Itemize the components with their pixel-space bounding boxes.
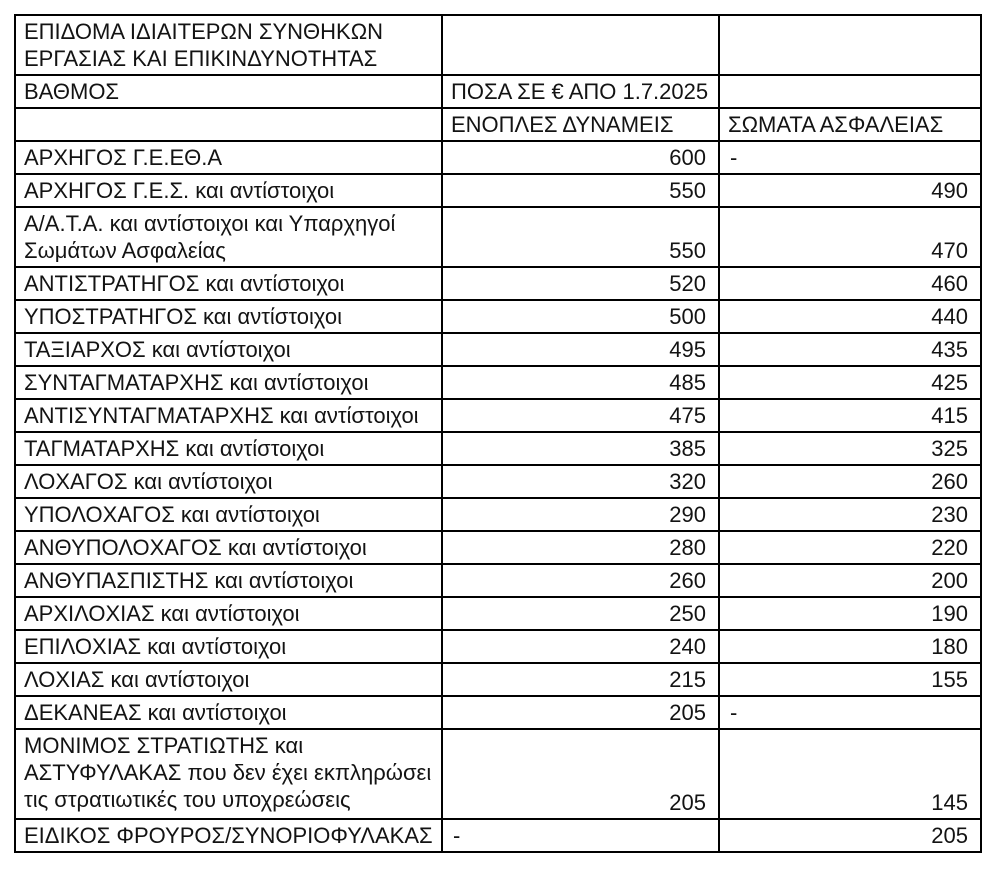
table-row (15, 333, 981, 366)
table-row (15, 696, 981, 729)
rank-cell: ΑΡΧΙΛΟΧΙΑΣ και αντίστοιχοι (15, 597, 442, 630)
armed-forces-value: 240 (442, 630, 719, 663)
security-corps-value: 325 (719, 432, 981, 465)
table-row (15, 819, 981, 852)
security-corps-value: 145 (719, 729, 981, 819)
security-corps-value: 230 (719, 498, 981, 531)
armed-forces-value: 205 (442, 729, 719, 819)
armed-forces-value: 205 (442, 696, 719, 729)
security-corps-value: 155 (719, 663, 981, 696)
rank-column-header: ΒΑΘΜΟΣ (15, 75, 442, 108)
allowance-table (14, 14, 982, 853)
rank-cell: ΑΝΘΥΠΟΛΟΧΑΓΟΣ και αντίστοιχοι (15, 531, 442, 564)
armed-forces-value: 280 (442, 531, 719, 564)
table-row (15, 729, 981, 819)
armed-forces-value: 250 (442, 597, 719, 630)
security-corps-value: 490 (719, 174, 981, 207)
armed-forces-value: 260 (442, 564, 719, 597)
armed-forces-value: 475 (442, 399, 719, 432)
security-corps-value: 190 (719, 597, 981, 630)
armed-forces-value: 600 (442, 141, 719, 174)
armed-forces-value: 550 (442, 207, 719, 267)
column-headers-row (15, 108, 981, 141)
armed-forces-value: 495 (442, 333, 719, 366)
table-row (15, 366, 981, 399)
table-row (15, 498, 981, 531)
rank-cell: ΣΥΝΤΑΓΜΑΤΑΡΧΗΣ και αντίστοιχοι (15, 366, 442, 399)
armed-forces-value: 215 (442, 663, 719, 696)
security-corps-column-header: ΣΩΜΑΤΑ ΑΣΦΑΛΕΙΑΣ (719, 108, 981, 141)
empty-cell (719, 15, 981, 75)
table-row (15, 663, 981, 696)
rank-cell: ΑΝΤΙΣΥΝΤΑΓΜΑΤΑΡΧΗΣ και αντίστοιχοι (15, 399, 442, 432)
rank-cell: ΑΝΤΙΣΤΡΑΤΗΓΟΣ και αντίστοιχοι (15, 267, 442, 300)
empty-cell (719, 75, 981, 108)
table-title-row (15, 15, 981, 75)
rank-cell: ΕΠΙΛΟΧΙΑΣ και αντίστοιχοι (15, 630, 442, 663)
security-corps-value: 440 (719, 300, 981, 333)
empty-cell (442, 15, 719, 75)
security-corps-value: 205 (719, 819, 981, 852)
armed-forces-column-header: ΕΝΟΠΛΕΣ ΔΥΝΑΜΕΙΣ (442, 108, 719, 141)
armed-forces-value: 520 (442, 267, 719, 300)
amounts-header: ΠΟΣΑ ΣΕ € ΑΠΟ 1.7.2025 (442, 75, 719, 108)
armed-forces-value: 550 (442, 174, 719, 207)
security-corps-value: 415 (719, 399, 981, 432)
rank-cell: ΛΟΧΑΓΟΣ και αντίστοιχοι (15, 465, 442, 498)
table-row (15, 630, 981, 663)
amounts-header-row (15, 75, 981, 108)
table-row (15, 267, 981, 300)
rank-cell: ΤΑΓΜΑΤΑΡΧΗΣ και αντίστοιχοι (15, 432, 442, 465)
security-corps-value: 470 (719, 207, 981, 267)
rank-cell: ΑΡΧΗΓΟΣ Γ.Ε.ΕΘ.Α (15, 141, 442, 174)
rank-cell: ΑΡΧΗΓΟΣ Γ.Ε.Σ. και αντίστοιχοι (15, 174, 442, 207)
security-corps-value: 180 (719, 630, 981, 663)
rank-cell: ΜΟΝΙΜΟΣ ΣΤΡΑΤΙΩΤΗΣ και ΑΣΤΥΦΥΛΑΚΑΣ που δεν έχει εκπληρώσει τις στρατιωτικές του υποχρεώσεις (15, 729, 442, 819)
table-row (15, 564, 981, 597)
rank-cell: ΥΠΟΛΟΧΑΓΟΣ και αντίστοιχοι (15, 498, 442, 531)
security-corps-value: 435 (719, 333, 981, 366)
table-row (15, 141, 981, 174)
security-corps-value: - (719, 141, 981, 174)
armed-forces-value: 320 (442, 465, 719, 498)
rank-cell: ΥΠΟΣΤΡΑΤΗΓΟΣ και αντίστοιχοι (15, 300, 442, 333)
table-row (15, 300, 981, 333)
security-corps-value: 200 (719, 564, 981, 597)
rank-cell: ΤΑΞΙΑΡΧΟΣ και αντίστοιχοι (15, 333, 442, 366)
security-corps-value: 220 (719, 531, 981, 564)
security-corps-value: 460 (719, 267, 981, 300)
rank-cell: ΑΝΘΥΠΑΣΠΙΣΤΗΣ και αντίστοιχοι (15, 564, 442, 597)
table-title-cell: ΕΠΙΔΟΜΑ ΙΔΙΑΙΤΕΡΩΝ ΣΥΝΘΗΚΩΝ ΕΡΓΑΣΙΑΣ ΚΑΙ ΕΠΙΚΙΝΔΥΝΟΤΗΤΑΣ (15, 15, 442, 75)
empty-cell (15, 108, 442, 141)
armed-forces-value: 290 (442, 498, 719, 531)
table-row (15, 597, 981, 630)
rank-cell: ΕΙΔΙΚΟΣ ΦΡΟΥΡΟΣ/ΣΥΝΟΡΙΟΦΥΛΑΚΑΣ (15, 819, 442, 852)
armed-forces-value: 500 (442, 300, 719, 333)
armed-forces-value: 485 (442, 366, 719, 399)
table-row (15, 432, 981, 465)
table-row (15, 465, 981, 498)
rank-cell: Α/Α.Τ.Α. και αντίστοιχοι και Υπαρχηγοί Σωμάτων Ασφαλείας (15, 207, 442, 267)
rank-cell: ΛΟΧΙΑΣ και αντίστοιχοι (15, 663, 442, 696)
security-corps-value: 260 (719, 465, 981, 498)
table-row (15, 399, 981, 432)
armed-forces-value: 385 (442, 432, 719, 465)
armed-forces-value: - (442, 819, 719, 852)
table-row (15, 531, 981, 564)
table-row (15, 174, 981, 207)
rank-cell: ΔΕΚΑΝΕΑΣ και αντίστοιχοι (15, 696, 442, 729)
table-row (15, 207, 981, 267)
security-corps-value: - (719, 696, 981, 729)
security-corps-value: 425 (719, 366, 981, 399)
